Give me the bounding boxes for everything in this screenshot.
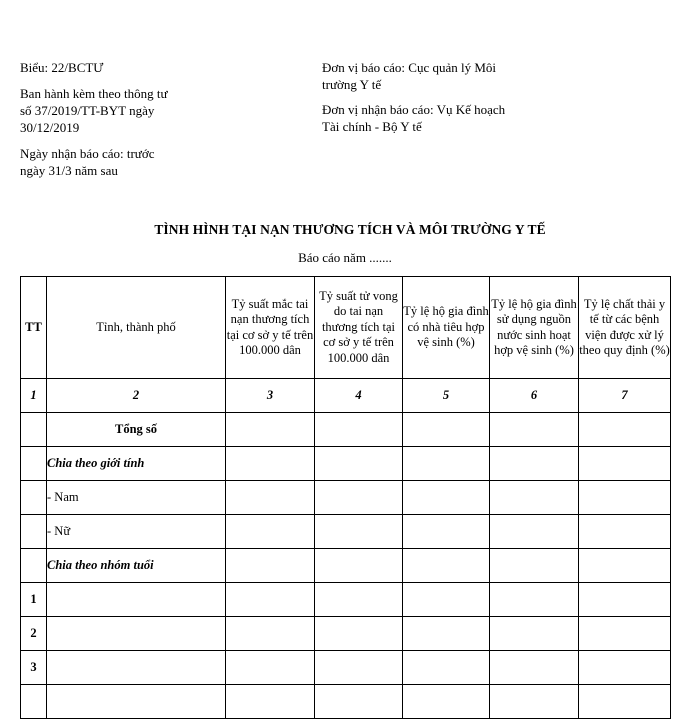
received-date	[20, 145, 154, 179]
row-label-female: - Nữ	[47, 515, 226, 549]
header-province: Tỉnh, thành phố	[47, 277, 226, 379]
cell	[490, 583, 579, 617]
row-label	[47, 583, 226, 617]
cell	[579, 583, 671, 617]
row-label-by-gender: Chia theo giới tính	[47, 447, 226, 481]
cell	[403, 617, 490, 651]
cell	[226, 447, 315, 481]
cell	[490, 651, 579, 685]
table-row	[21, 651, 671, 685]
cell	[403, 481, 490, 515]
row-tt	[21, 447, 47, 481]
table-row	[21, 583, 671, 617]
cell	[490, 515, 579, 549]
report-title: TÌNH HÌNH TẠI NẠN THƯƠNG TÍCH VÀ MÔI TRƯỜNG Y TẾ	[154, 222, 546, 237]
issued-line: Ban hành kèm theo thông tư	[20, 86, 168, 101]
cell	[226, 549, 315, 583]
cell	[490, 685, 579, 719]
cell	[403, 447, 490, 481]
row-tt: 3	[21, 651, 47, 685]
cell	[226, 651, 315, 685]
header-water-rate: Tỷ lệ hộ gia đình sử dụng nguồn nước sinh hoạt hợp vệ sinh (%)	[490, 277, 579, 379]
cell	[579, 413, 671, 447]
cell	[315, 583, 403, 617]
row-tt	[21, 481, 47, 515]
cell	[490, 413, 579, 447]
row-label	[47, 685, 226, 719]
report-table	[20, 276, 671, 719]
cell	[226, 583, 315, 617]
table-row	[21, 549, 671, 583]
column-number: 1	[21, 379, 47, 413]
table-row	[21, 617, 671, 651]
received-line: ngày 31/3 năm sau	[20, 163, 118, 178]
cell	[226, 515, 315, 549]
header-death-rate: Tỷ suất tử vong do tai nạn thương tích tại cơ sở y tế trên 100.000 dân	[315, 277, 403, 379]
row-label-total: Tổng số	[47, 413, 226, 447]
cell	[315, 447, 403, 481]
cell	[490, 447, 579, 481]
header-latrine-rate: Tỷ lệ hộ gia đình có nhà tiêu hợp vệ sinh (%)	[403, 277, 490, 379]
cell	[315, 481, 403, 515]
column-number-row	[21, 379, 671, 413]
table-row	[21, 481, 671, 515]
column-number: 7	[579, 379, 671, 413]
cell	[579, 515, 671, 549]
column-number: 4	[315, 379, 403, 413]
table-row	[21, 685, 671, 719]
cell	[579, 651, 671, 685]
cell	[579, 685, 671, 719]
row-label	[47, 617, 226, 651]
issued-line: 30/12/2019	[20, 120, 80, 135]
reporting-unit-line: Đơn vị báo cáo: Cục quản lý Môi	[322, 60, 497, 75]
row-tt	[21, 685, 47, 719]
cell	[226, 685, 315, 719]
row-tt: 2	[21, 617, 47, 651]
reporting-unit-line: trường Y tế	[322, 77, 382, 92]
cell	[403, 549, 490, 583]
cell	[490, 617, 579, 651]
column-number: 5	[403, 379, 490, 413]
cell	[579, 549, 671, 583]
issued-line: số 37/2019/TT-BYT ngày	[20, 103, 155, 118]
cell	[315, 549, 403, 583]
receiving-unit-line: Đơn vị nhận báo cáo: Vụ Kế hoạch	[322, 102, 506, 117]
header-tt: TT	[21, 277, 47, 379]
cell	[315, 413, 403, 447]
table-row	[21, 515, 671, 549]
header-injury-rate: Tỷ suất mắc tai nạn thương tích tại cơ sở y tế trên 100.000 dân	[226, 277, 315, 379]
cell	[403, 413, 490, 447]
cell	[403, 651, 490, 685]
row-tt	[21, 549, 47, 583]
reporting-unit	[322, 59, 496, 93]
form-code: Biểu: 22/BCTƯ	[20, 60, 104, 75]
table-row	[21, 447, 671, 481]
issued-with-circular	[20, 85, 168, 136]
cell	[490, 549, 579, 583]
report-subtitle: Báo cáo năm .......	[298, 250, 392, 265]
receiving-unit-line: Tài chính - Bộ Y tế	[322, 119, 422, 134]
cell	[226, 413, 315, 447]
cell	[315, 651, 403, 685]
row-tt: 1	[21, 583, 47, 617]
cell	[403, 515, 490, 549]
header-waste-rate: Tỷ lệ chất thải y tế từ các bệnh viện được xử lý theo quy định (%)	[579, 277, 671, 379]
cell	[403, 685, 490, 719]
cell	[226, 617, 315, 651]
table-row	[21, 413, 671, 447]
cell	[579, 447, 671, 481]
row-label-male: - Nam	[47, 481, 226, 515]
cell	[403, 583, 490, 617]
table-header-row	[21, 277, 671, 379]
cell	[490, 481, 579, 515]
row-tt	[21, 413, 47, 447]
receiving-unit	[322, 101, 505, 135]
cell	[315, 617, 403, 651]
column-number: 3	[226, 379, 315, 413]
row-tt	[21, 515, 47, 549]
row-label	[47, 651, 226, 685]
cell	[579, 617, 671, 651]
column-number: 6	[490, 379, 579, 413]
cell	[315, 515, 403, 549]
received-line: Ngày nhận báo cáo: trước	[20, 146, 155, 161]
row-label-by-age-group: Chia theo nhóm tuổi	[47, 549, 226, 583]
cell	[226, 481, 315, 515]
cell	[579, 481, 671, 515]
cell	[315, 685, 403, 719]
column-number: 2	[47, 379, 226, 413]
